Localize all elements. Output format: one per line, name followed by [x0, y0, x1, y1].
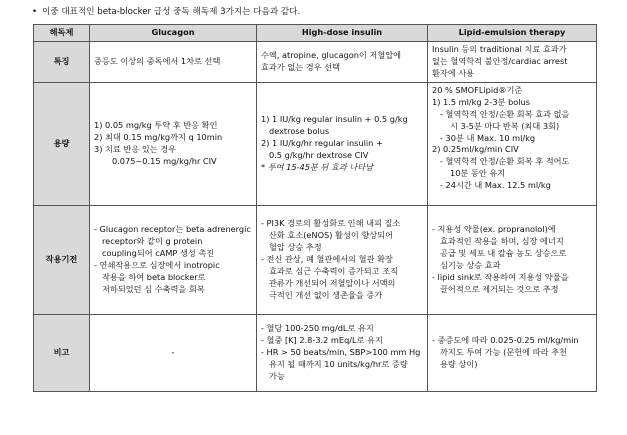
- text-line: - lipid sink로 작용하여 지용성 약물을: [432, 271, 569, 282]
- text-line: - 혈당 100-250 mg/dL로 유지: [261, 323, 374, 334]
- text-line: 저하되었던 심 수축력을 회복: [102, 283, 205, 294]
- note-glucagon: [90, 315, 257, 392]
- row-note: [34, 315, 597, 392]
- text-line: - 혈중 [K] 2.8-3.2 mEq/L로 유지: [261, 335, 383, 346]
- header-insulin: High-dose insulin: [257, 25, 428, 42]
- text-line: - Glucagon receptor는 beta adrenergic: [94, 224, 251, 235]
- header-row: [34, 25, 597, 42]
- text-line: - PI3K 경로의 활성화로 인해 내피 질소: [261, 218, 401, 229]
- note-insulin: [257, 315, 428, 392]
- text-line: 관류가 개선되어 저혈압이나 서맥의: [269, 277, 396, 288]
- text-line: - 혈역학적 안정/순환 회복 효과 없을: [440, 108, 570, 119]
- row-label-feature: 특징: [34, 42, 90, 83]
- text-line: 20 % SMOFLipid®기준: [432, 85, 523, 95]
- text-line: receptor와 같이 g protein: [102, 236, 203, 247]
- row-label-note: 비고: [34, 315, 90, 392]
- text-line: 효과적인 작용을 하며, 심장 에너지: [440, 236, 564, 247]
- text-line: - HR > 50 beats/min, SBP>100 mm Hg: [261, 347, 421, 358]
- row-feature: [34, 42, 597, 83]
- text-line: - 전신 관상, 폐 혈관에서의 혈관 확장: [261, 254, 393, 265]
- text-line: 2) 1 IU/kg/hr regular insulin +: [261, 138, 383, 149]
- text-line-note: * 투여 15-45분 뒤 효과 나타남: [261, 161, 374, 172]
- text-line: - 24시간 내 Max. 12.5 ml/kg: [440, 180, 551, 191]
- text-line: 10분 동안 유지: [450, 168, 506, 179]
- feature-lipid: [428, 42, 597, 83]
- text-line: 공급 및 세포 내 칼슘 농도 상승으로: [440, 248, 567, 259]
- intro-sentence: [32, 5, 300, 17]
- dose-insulin: [257, 83, 428, 206]
- text-line: -: [171, 347, 175, 358]
- mechanism-lipid: [428, 206, 597, 315]
- row-label-mechanism: 작용기전: [34, 206, 90, 315]
- text-line: 심기능 상승 효과: [440, 260, 501, 270]
- text-line: 유지 될 때까지 10 units/kg/hr로 증량: [269, 358, 408, 369]
- text-line: - 중증도에 따라 0.025-0.25 ml/kg/min: [432, 335, 579, 346]
- text-line: 중등도 이상의 중독에서 1차로 선택: [94, 56, 221, 67]
- text-line: 2) 최대 0.15 mg/kg까지 q 10min: [94, 132, 223, 143]
- dose-lipid: [428, 83, 597, 206]
- text-line: 효과로 심근 수축력이 증가되고 조직: [269, 265, 399, 276]
- text-line: 3) 치료 반응 있는 경우: [94, 144, 177, 154]
- text-line: 산화 효소(eNOS) 활성이 향상되어: [269, 230, 394, 241]
- text-line: 0.5 g/kg/hr dextrose CIV: [269, 149, 369, 160]
- text-line: - 지용성 약물(ex. propranolol)에: [432, 224, 556, 235]
- note-lipid: [428, 315, 597, 392]
- text-line: coupling되어 cAMP 생성 촉진: [102, 248, 215, 259]
- text-line: - 연쇄작용으로 심장에서 inotropic: [94, 260, 220, 270]
- row-dose: [34, 83, 597, 206]
- text-line: 환자에 사용: [432, 67, 475, 78]
- feature-insulin: [257, 42, 428, 83]
- bullet: •: [32, 7, 38, 17]
- mechanism-insulin: [257, 206, 428, 315]
- text-line: - 혈역학적 안정/순환 회복 후 적어도: [440, 156, 570, 167]
- header-glucagon: Glucagon: [90, 25, 257, 42]
- text-line: 끌어적으로 제거되는 것으로 추정: [440, 283, 559, 294]
- text-line: - 30분 내 Max. 10 ml/kg: [440, 132, 536, 143]
- header-antidote: 해독제: [34, 25, 90, 42]
- text-line: 까지도 투여 가능 (문헌에 따라 추천: [440, 347, 567, 358]
- text-line: 2) 0.25ml/kg/min CIV: [432, 144, 519, 155]
- text-line: 혈압 상승 추정: [269, 242, 322, 253]
- feature-glucagon: [90, 42, 257, 83]
- antidote-table: [33, 24, 597, 392]
- intro-text: 이중 대표적인 beta-blocker 급성 중독 해독제 3가지는 다음과 같다.: [42, 7, 301, 17]
- row-mechanism: [34, 206, 597, 315]
- header-lipid: Lipid-emulsion therapy: [428, 25, 597, 42]
- text-line: 수액, atropine, glucagon이 저혈압에: [261, 50, 402, 61]
- text-line: 효과가 없는 경우 선택: [261, 62, 340, 72]
- text-line: 없는 혈역학적 불안정/cardiac arrest: [432, 56, 568, 67]
- text-line: 0.075~0.15 mg/kg/hr CIV: [112, 155, 217, 166]
- text-line: 1) 1 IU/kg regular insulin + 0.5 g/kg: [261, 114, 408, 125]
- text-line: 시 3-5분 마다 반복 (최대 3회): [450, 120, 560, 131]
- text-line: dextrose bolus: [269, 126, 330, 137]
- text-line: Insulin 등의 traditional 치료 효과가: [432, 44, 567, 55]
- text-line: 1) 0.05 mg/kg 투약 후 반응 확인: [94, 120, 218, 131]
- text-line: 용량 상이): [440, 358, 478, 369]
- text-line: 1) 1.5 ml/kg 2-3분 bolus: [432, 96, 530, 107]
- text-line: 극적인 개선 없이 생존율을 증가: [269, 289, 383, 300]
- text-line: 가능: [269, 370, 285, 381]
- text-line: 작용을 하여 beta blocker로: [102, 271, 206, 282]
- row-label-dose: 용량: [34, 83, 90, 206]
- mechanism-glucagon: [90, 206, 257, 315]
- dose-glucagon: [90, 83, 257, 206]
